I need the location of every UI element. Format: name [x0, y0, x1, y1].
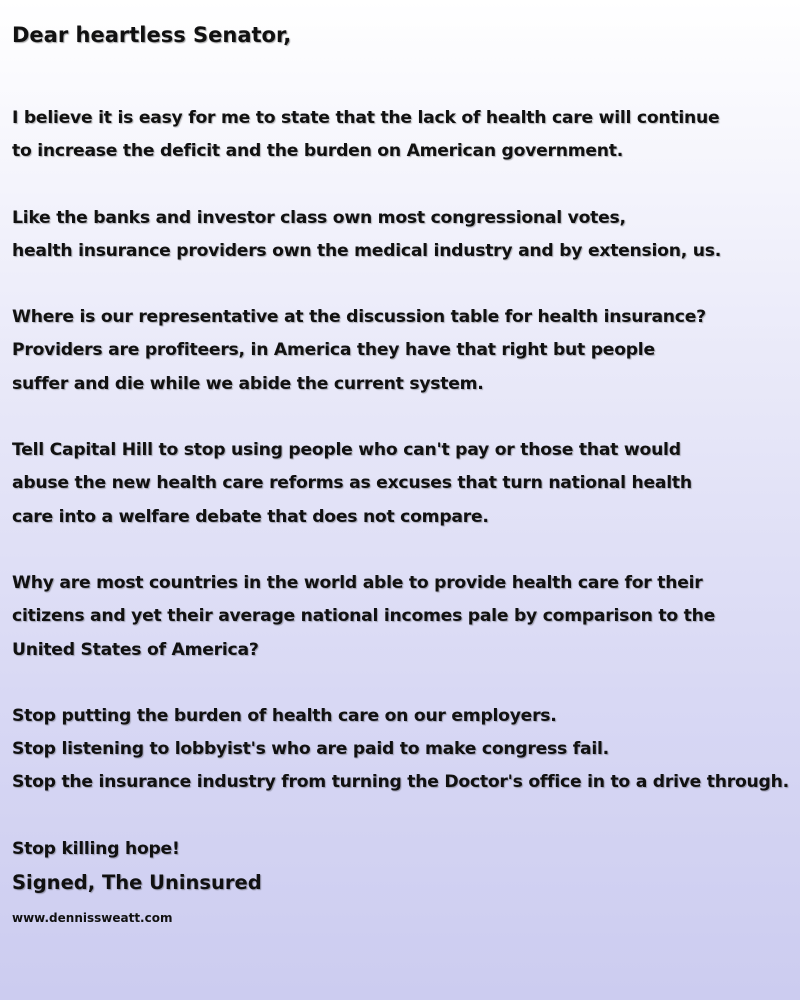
paragraph-2	[12, 202, 797, 269]
salutation: Dear heartless Senator,	[12, 23, 292, 47]
paragraph-line: Like the banks and investor class own most congressional votes,	[12, 207, 626, 228]
paragraph-line: abuse the new health care reforms as excuses that turn national health	[12, 473, 692, 494]
website-url: www.dennissweatt.com	[12, 911, 173, 926]
signature: Signed, The Uninsured	[12, 871, 262, 895]
paragraph-line: United States of America?	[12, 639, 259, 660]
paragraph-line: health insurance providers own the medical industry and by extension, us.	[12, 240, 721, 261]
paragraph-4	[12, 434, 797, 534]
paragraph-line: Tell Capital Hill to stop using people who can't pay or those that would	[12, 440, 681, 461]
paragraph-line: I believe it is easy for me to state that the lack of health care will continue	[12, 108, 720, 128]
paragraph-3	[12, 301, 797, 401]
paragraph-line: Where is our representative at the discussion table for health insurance?	[12, 307, 706, 328]
paragraph-6	[12, 700, 797, 800]
paragraph-line: suffer and die while we abide the current system.	[12, 373, 484, 394]
closing-line: Stop killing hope!	[12, 838, 180, 859]
paragraph-line: citizens and yet their average national incomes pale by comparison to the	[12, 606, 716, 627]
paragraph-line: Stop listening to lobbyist's who are paid to make congress fail.	[12, 739, 609, 760]
paragraph-line: Stop putting the burden of health care on our employers.	[12, 705, 557, 726]
letter	[12, 20, 797, 928]
paragraph-5	[12, 567, 797, 667]
paragraph-line: care into a welfare debate that does not compare.	[12, 506, 489, 527]
paragraph-line: Stop the insurance industry from turning the Doctor's office in to a drive through.	[12, 772, 789, 793]
paragraph-line: Why are most countries in the world able to provide health care for their	[12, 572, 703, 593]
paragraph-line: Providers are profiteers, in America they have that right but people	[12, 340, 655, 361]
paragraph-1	[12, 102, 797, 169]
paragraph-line: to increase the deficit and the burden on American government.	[12, 141, 624, 162]
